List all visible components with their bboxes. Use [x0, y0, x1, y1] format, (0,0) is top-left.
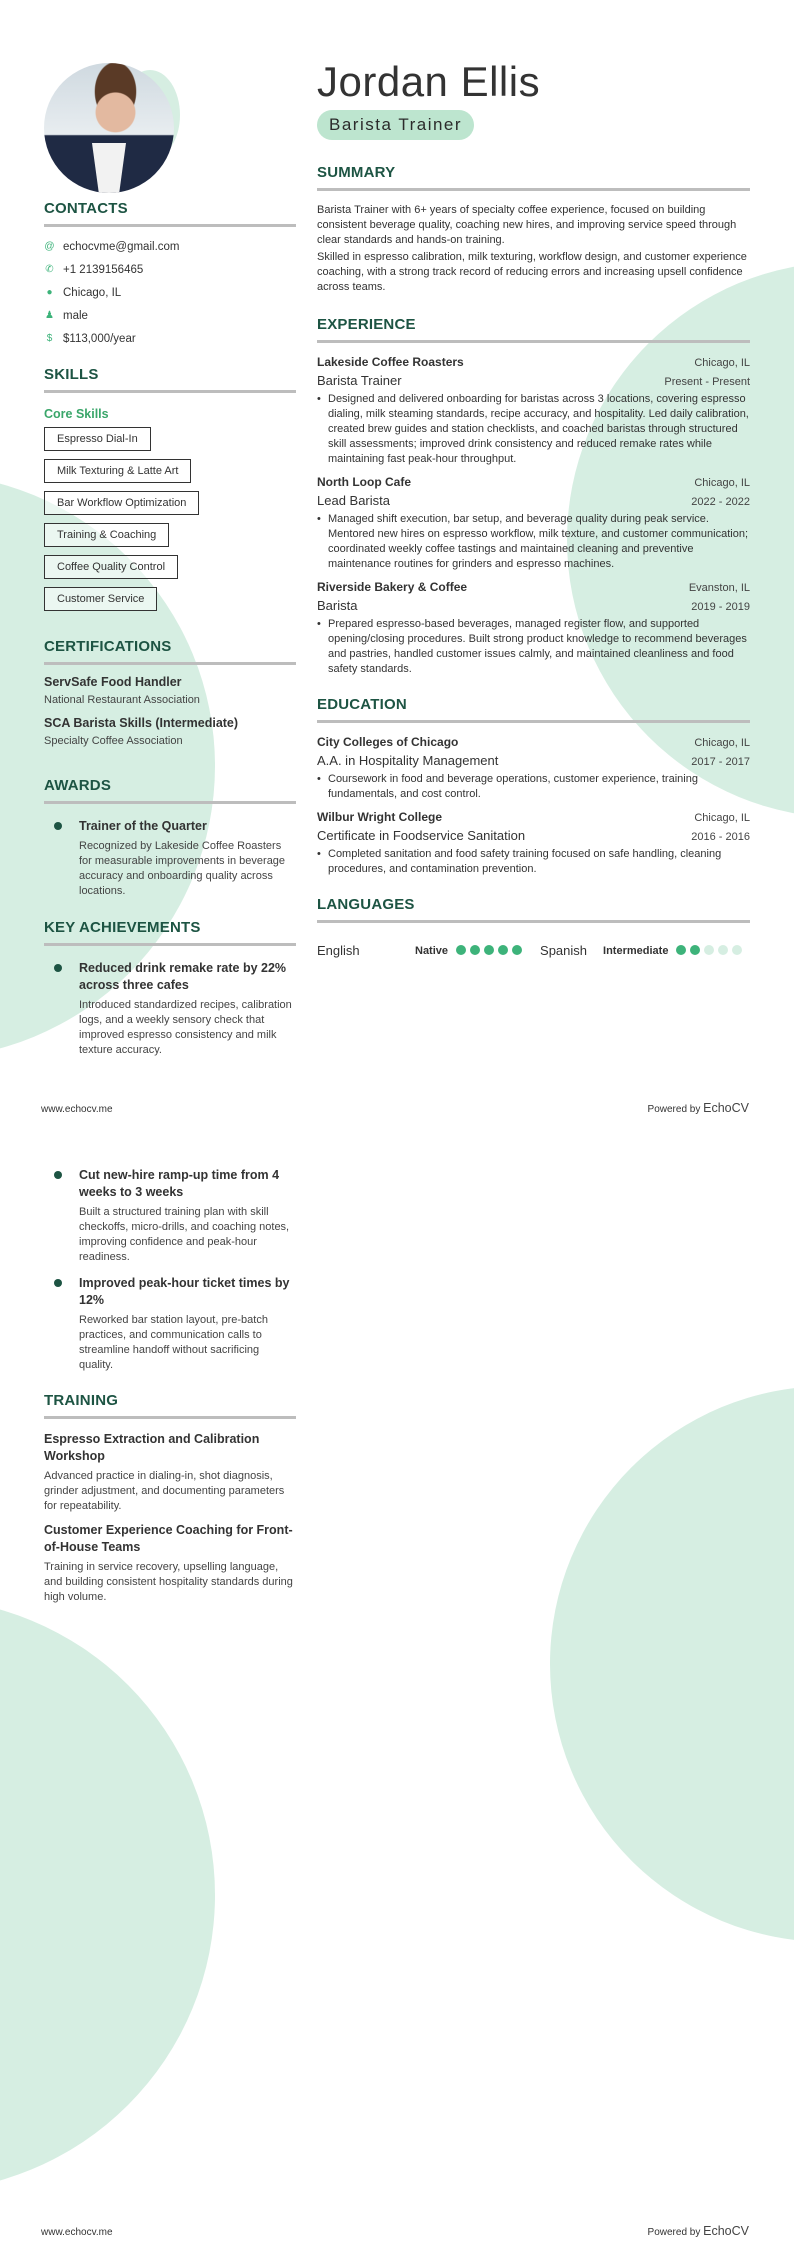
award-desc: Recognized by Lakeside Coffee Roasters for measurable improvements in beverage accuracy and onboarding quality across locations.: [79, 840, 286, 897]
skill-tag: Espresso Dial-In: [44, 427, 151, 451]
rating-dot-filled: [456, 945, 466, 955]
awards-section: [44, 777, 296, 899]
edu-dates: 2017 - 2017: [691, 756, 750, 768]
section-heading: AWARDS: [44, 777, 296, 804]
achievement-item: [44, 1167, 296, 1265]
language-level: Intermediate: [603, 944, 669, 957]
experience-section: [317, 316, 750, 677]
degree: A.A. in Hospitality Management: [317, 753, 499, 768]
achievements-continued: [44, 1153, 296, 1373]
edu-dates: 2016 - 2016: [691, 831, 750, 843]
avatar: [44, 63, 174, 193]
skill-tag: Training & Coaching: [44, 523, 169, 547]
skill-tag: Coffee Quality Control: [44, 555, 178, 579]
achievement-item: [44, 1275, 296, 1373]
achievement-title: Improved peak-hour ticket times by 12%: [79, 1276, 290, 1307]
job-role: Barista Trainer: [317, 373, 402, 388]
training-title: Customer Experience Coaching for Front-of-House Teams: [44, 1523, 293, 1554]
bullet-icon: [54, 964, 62, 972]
experience-entry: [317, 580, 750, 677]
job-dates: 2022 - 2022: [691, 496, 750, 508]
rating-dot-filled: [470, 945, 480, 955]
summary-text: Skilled in espresso calibration, milk texturing, workflow design, and customer experience coaching, with a strong track record of reducing errors and increasing upsell confidence across teams.: [317, 251, 747, 293]
summary-section: [317, 164, 750, 295]
language-name: Spanish: [540, 943, 588, 958]
job-location: Evanston, IL: [688, 582, 750, 594]
rating-dot-empty: [704, 945, 714, 955]
location-pin-icon: ●: [46, 287, 53, 298]
job-role: Barista: [317, 598, 358, 613]
school-name: Wilbur Wright College: [317, 810, 442, 824]
brand-logo: EchoCV: [703, 2224, 749, 2238]
contact-salary: [44, 327, 296, 350]
rating-dot-filled: [484, 945, 494, 955]
company-name: Riverside Bakery & Coffee: [317, 580, 468, 594]
person-icon: ♟: [45, 310, 54, 321]
job-bullet: • Managed shift execution, bar setup, and beverage quality during peak service. Mentored new hires on espresso workflow, milk texture, and customer communication; coordinated weekly coffee tastings and maintained cleaning and preventive maintenance routines for grinders and espresso machines.: [317, 512, 750, 572]
skill-tag: Milk Texturing & Latte Art: [44, 459, 191, 483]
rating-dot-filled: [512, 945, 522, 955]
footer-site-link[interactable]: www.echocv.me: [41, 2227, 113, 2238]
experience-entry: [317, 475, 750, 572]
section-heading: SKILLS: [44, 366, 296, 393]
education-entry: [317, 735, 750, 802]
candidate-name: Jordan Ellis: [317, 58, 541, 105]
contact-location: [44, 281, 296, 304]
bullet-icon: [54, 822, 62, 830]
award-item: [44, 818, 296, 899]
rating-dot-filled: [498, 945, 508, 955]
education-section: [317, 696, 750, 877]
summary-text: Barista Trainer with 6+ years of specialty coffee experience, focused on building consistent beverage quality, coaching new hires, and improving service speed through clear standards and hands-on training.: [317, 204, 737, 246]
section-heading: CONTACTS: [44, 200, 296, 227]
cert-title: SCA Barista Skills (Intermediate): [44, 716, 239, 730]
achievement-title: Cut new-hire ramp-up time from 4 weeks to 3 weeks: [79, 1168, 280, 1199]
section-heading: EDUCATION: [317, 696, 750, 723]
skills-group-label: Core Skills: [44, 407, 109, 421]
contact-phone[interactable]: [44, 258, 296, 281]
edu-bullet: • Completed sanitation and food safety training focused on safe handling, cleaning procedures, and contamination prevention.: [317, 847, 750, 877]
section-heading: LANGUAGES: [317, 896, 750, 923]
skill-tag: Customer Service: [44, 587, 157, 611]
rating-dot-filled: [690, 945, 700, 955]
cert-issuer: National Restaurant Association: [44, 694, 200, 706]
skill-tag: Bar Workflow Optimization: [44, 491, 199, 515]
achievement-desc: Reworked bar station layout, pre-batch practices, and communication calls to streamline handoff without sacrificing quality.: [79, 1314, 268, 1371]
decorative-circle: [550, 1386, 794, 1942]
section-heading: KEY ACHIEVEMENTS: [44, 919, 296, 946]
job-role: Lead Barista: [317, 493, 390, 508]
section-heading: SUMMARY: [317, 164, 750, 191]
training-desc: Training in service recovery, upselling language, and building consistent hospitality standards during high volume.: [44, 1561, 293, 1603]
dollar-icon: $: [46, 333, 53, 344]
powered-by-text: Powered by: [647, 1104, 701, 1115]
languages-row: [317, 943, 750, 958]
resume-page-2: [0, 1123, 794, 2246]
contact-email[interactable]: [44, 235, 296, 258]
degree: Certificate in Foodservice Sanitation: [317, 828, 526, 843]
achievement-item: [44, 960, 296, 1058]
contact-text: echocvme@gmail.com: [63, 240, 180, 253]
footer-powered-by: [648, 2224, 749, 2238]
section-heading: TRAINING: [44, 1392, 296, 1419]
job-title-badge: Barista Trainer: [317, 110, 474, 140]
contact-text: +1 2139156465: [63, 263, 144, 276]
award-title: Trainer of the Quarter: [79, 819, 207, 833]
language-name: English: [317, 943, 360, 958]
rating-dot-empty: [718, 945, 728, 955]
contact-text: Chicago, IL: [63, 286, 122, 299]
job-location: Chicago, IL: [694, 357, 750, 369]
company-name: Lakeside Coffee Roasters: [317, 355, 464, 369]
job-bullet: • Designed and delivered onboarding for baristas across 3 locations, covering espresso dialing, milk steaming standards, recipe accuracy, and hospitality. Led daily calibration, created brew guides and station checklists, and coached baristas through structured skill assessments; improved drink consistency and reduced remake rates while maintaining fast peak-hour throughput.: [317, 392, 750, 467]
school-name: City Colleges of Chicago: [317, 735, 459, 749]
cert-issuer: Specialty Coffee Association: [44, 735, 183, 747]
powered-by-text: Powered by: [647, 2227, 701, 2238]
contact-text: male: [63, 309, 88, 322]
rating-dot-filled: [676, 945, 686, 955]
education-entry: [317, 810, 750, 877]
bullet-icon: [54, 1171, 62, 1179]
cert-title: ServSafe Food Handler: [44, 675, 182, 689]
contact-text: $113,000/year: [63, 332, 136, 345]
brand-logo: EchoCV: [703, 1101, 749, 1115]
job-dates: Present - Present: [664, 376, 750, 388]
training-desc: Advanced practice in dialing-in, shot diagnosis, grinder adjustment, and documenting parameters for repeatability.: [44, 1470, 285, 1512]
footer-site-link[interactable]: www.echocv.me: [41, 1104, 113, 1115]
job-location: Chicago, IL: [694, 477, 750, 489]
job-bullet: • Prepared espresso-based beverages, managed register flow, and supported opening/closing procedures. Built strong product knowledge to recommend beverages and pastries, handled customer issues calmly, and maintained cleanliness and food safety standards.: [317, 617, 750, 677]
bullet-icon: [54, 1279, 62, 1287]
phone-icon: ✆: [45, 264, 54, 275]
training-title: Espresso Extraction and Calibration Workshop: [44, 1432, 260, 1463]
school-location: Chicago, IL: [694, 812, 750, 824]
rating-dot-empty: [732, 945, 742, 955]
achievement-title: Reduced drink remake rate by 22% across three cafes: [79, 961, 287, 992]
languages-section: [317, 896, 750, 958]
section-heading: EXPERIENCE: [317, 316, 750, 343]
footer-powered-by: [648, 1101, 749, 1115]
language-rating: [456, 943, 526, 958]
section-heading: CERTIFICATIONS: [44, 638, 296, 665]
decorative-circle: [0, 1598, 215, 2192]
achievement-desc: Introduced standardized recipes, calibration logs, and a weekly sensory check that improved espresso consistency and milk texture accuracy.: [79, 999, 292, 1056]
certifications-section: [44, 638, 296, 747]
school-location: Chicago, IL: [694, 737, 750, 749]
language-level: Native: [415, 944, 449, 957]
training-section: [44, 1392, 296, 1605]
at-icon: @: [44, 241, 55, 252]
contacts-section: [44, 200, 296, 350]
achievement-desc: Built a structured training plan with skill checkoffs, micro-drills, and coaching notes, improving confidence and peak-hour readiness.: [79, 1206, 290, 1263]
achievements-section: [44, 919, 296, 1058]
edu-bullet: • Coursework in food and beverage operations, customer experience, training fundamentals, and cost control.: [317, 772, 750, 802]
experience-entry: [317, 355, 750, 467]
contact-gender: [44, 304, 296, 327]
company-name: North Loop Cafe: [317, 475, 411, 489]
skills-section: [44, 366, 296, 619]
language-rating: [676, 943, 746, 958]
job-dates: 2019 - 2019: [691, 601, 750, 613]
